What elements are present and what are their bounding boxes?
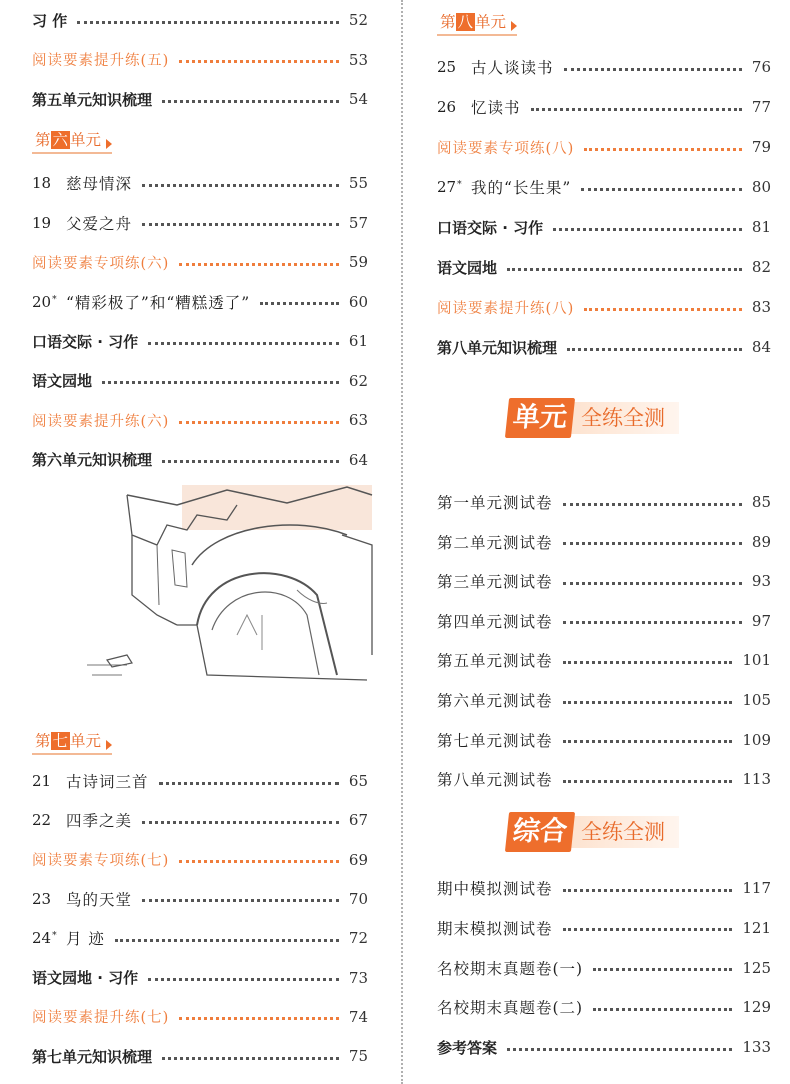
page-number: 64 [348, 450, 368, 469]
page-number: 54 [348, 90, 368, 108]
entry-title: 第七单元知识梳理 [32, 1047, 153, 1066]
toc-entry[interactable] [32, 848, 368, 872]
toc-entry[interactable] [437, 728, 771, 752]
toc-entry[interactable] [437, 876, 771, 900]
toc-entry[interactable] [437, 956, 771, 980]
toc-entry[interactable] [32, 769, 368, 793]
entry-title: 四季之美 [66, 812, 133, 831]
dot-leader [162, 1057, 339, 1060]
toc-entry[interactable] [32, 1044, 368, 1068]
entry-title: 月 迹 [66, 930, 105, 949]
entry-title: 口语交际 · 习作 [32, 332, 139, 351]
banner-highlight: 单元 [505, 398, 575, 438]
entry-title: 阅读要素提升练(八) [437, 300, 575, 317]
page-number: 84 [751, 338, 771, 356]
dot-leader [563, 701, 733, 704]
entry-title: 阅读要素提升练(六) [32, 413, 170, 430]
entry-title: 忆读书 [471, 99, 521, 117]
unit-8-badge [437, 10, 517, 36]
toc-entry[interactable] [32, 887, 368, 911]
entry-title: 古人谈读书 [471, 59, 554, 77]
page-number: 85 [751, 493, 771, 511]
page-number: 57 [348, 213, 368, 232]
entry-title: 阅读要素专项练(八) [437, 140, 575, 157]
page-number: 67 [348, 811, 368, 830]
toc-entry[interactable] [437, 609, 771, 633]
lesson-number: 18 [32, 174, 52, 192]
page-number: 79 [751, 138, 771, 156]
page-number: 69 [348, 850, 368, 869]
entry-title: 鸟的天堂 [66, 890, 133, 909]
page-number: 81 [751, 218, 771, 236]
dot-leader [179, 1017, 339, 1020]
lesson-number: 24* [32, 929, 57, 948]
entry-title: 阅读要素专项练(七) [32, 853, 170, 870]
dot-leader [148, 978, 339, 981]
page-number: 117 [742, 879, 771, 897]
unit-6-badge [32, 128, 112, 154]
lesson-number: 19 [32, 213, 52, 232]
toc-entry[interactable] [437, 995, 771, 1019]
toc-entry[interactable] [437, 767, 771, 791]
dot-leader [507, 268, 742, 271]
toc-entry[interactable] [32, 211, 368, 235]
optional-lesson-mark: * [52, 931, 57, 942]
dot-leader [142, 223, 339, 226]
entry-title: 期末模拟测试卷 [437, 919, 553, 938]
dot-leader [593, 1008, 732, 1011]
dot-leader [159, 782, 339, 785]
entry-title: “精彩极了”和“糟糕透了” [66, 293, 251, 312]
page-number: 89 [751, 532, 771, 551]
unit-badge-text: 第 八 单元 [440, 13, 507, 31]
page-number: 125 [742, 958, 771, 977]
dot-leader [531, 108, 742, 111]
toc-entry[interactable] [32, 48, 368, 72]
dot-leader [564, 68, 742, 71]
unit-badge-text: 第 七 单元 [35, 732, 102, 750]
toc-entry[interactable] [32, 171, 368, 195]
entry-title: 第七单元测试卷 [437, 731, 553, 750]
page-number: 129 [742, 998, 771, 1017]
entry-title: 名校期末真题卷(二) [437, 999, 584, 1018]
page-number: 133 [742, 1038, 771, 1057]
dot-leader [567, 348, 742, 351]
lesson-number: 20* [32, 292, 57, 311]
page-number: 52 [348, 11, 368, 29]
toc-entry[interactable] [32, 87, 368, 111]
toc-entry[interactable] [437, 175, 771, 199]
entry-title: 第六单元测试卷 [437, 692, 553, 710]
toc-entry[interactable] [32, 290, 368, 314]
page-number: 60 [348, 292, 368, 311]
dot-leader [179, 60, 339, 63]
page-number: 121 [742, 918, 771, 937]
toc-entry[interactable] [32, 369, 368, 393]
dot-leader [179, 860, 339, 863]
entry-title: 阅读要素提升练(五) [32, 53, 170, 69]
column-divider [401, 0, 403, 1084]
page-number: 75 [348, 1047, 368, 1066]
page-number: 77 [751, 98, 771, 116]
entry-title: 参考答案 [437, 1038, 498, 1057]
page-number: 65 [348, 772, 368, 790]
dot-leader [553, 228, 742, 231]
dot-leader [507, 1048, 732, 1051]
dot-leader [563, 621, 742, 624]
optional-lesson-mark: * [457, 180, 462, 190]
dot-leader [142, 821, 339, 824]
dot-leader [179, 421, 339, 424]
dot-leader [563, 661, 733, 664]
lesson-number: 25 [437, 58, 457, 76]
dot-leader [563, 889, 733, 892]
toc-entry[interactable] [32, 808, 368, 832]
toc-entry[interactable] [437, 1035, 771, 1059]
flag-icon [511, 21, 517, 31]
unit-tests-banner [507, 398, 679, 438]
banner-highlight: 综合 [505, 812, 575, 852]
lesson-number: 27* [437, 178, 462, 196]
page-number: 63 [348, 411, 368, 429]
dot-leader [162, 100, 339, 103]
dot-leader [563, 542, 742, 545]
flag-icon [106, 139, 112, 149]
dot-leader [142, 899, 339, 902]
page-number: 55 [348, 174, 368, 192]
toc-entry[interactable] [32, 408, 368, 432]
page-number: 101 [742, 651, 771, 670]
bridge-illustration [87, 475, 377, 695]
page-number: 74 [348, 1007, 368, 1026]
entry-title: 阅读要素专项练(六) [32, 255, 170, 272]
entry-title: 口语交际 · 习作 [437, 218, 544, 237]
toc-entry[interactable] [437, 215, 771, 239]
dot-leader [179, 263, 339, 266]
toc-entry[interactable] [437, 569, 771, 593]
toc-entry[interactable] [32, 448, 368, 472]
dot-leader [563, 780, 733, 783]
entry-title: 语文园地 · 习作 [32, 969, 139, 987]
dot-leader [581, 188, 742, 191]
dot-leader [563, 503, 742, 506]
entry-title: 慈母情深 [66, 175, 133, 193]
dot-leader [77, 21, 339, 24]
toc-entry[interactable] [437, 55, 771, 79]
entry-title: 第八单元知识梳理 [437, 338, 558, 357]
toc-entry[interactable] [437, 490, 771, 514]
entry-title: 第一单元测试卷 [437, 494, 553, 512]
unit-7-badge [32, 729, 112, 755]
dot-leader [162, 460, 339, 463]
entry-title: 语文园地 [437, 258, 498, 277]
dot-leader [142, 184, 339, 187]
page-number: 73 [348, 968, 368, 987]
dot-leader [563, 928, 733, 931]
toc-entry[interactable] [437, 648, 771, 672]
toc-entry[interactable] [32, 966, 368, 990]
entry-title: 第八单元测试卷 [437, 771, 553, 790]
toc-entry[interactable] [32, 1005, 368, 1029]
toc-entry[interactable] [437, 135, 771, 159]
flag-icon [106, 740, 112, 750]
banner-subtitle: 全练全测 [571, 402, 679, 434]
page-number: 62 [348, 371, 368, 390]
page-number: 76 [751, 58, 771, 76]
toc-entry[interactable] [32, 926, 368, 950]
entry-title: 习 作 [32, 11, 68, 30]
entry-title: 第四单元测试卷 [437, 612, 553, 631]
page-number: 83 [751, 298, 771, 316]
unit-badge-text: 第 六 单元 [35, 131, 102, 149]
lesson-number: 23 [32, 889, 52, 908]
toc-entry[interactable] [32, 329, 368, 353]
page-number: 105 [742, 691, 771, 709]
page-number: 72 [348, 929, 368, 948]
dot-leader [584, 148, 742, 151]
entry-title: 语文园地 [32, 372, 93, 390]
page-number: 70 [348, 889, 368, 908]
page-number: 59 [348, 253, 368, 271]
entry-title: 古诗词三首 [66, 773, 149, 791]
page-number: 80 [751, 178, 771, 196]
toc-entry[interactable] [437, 255, 771, 279]
entry-title: 第五单元测试卷 [437, 652, 553, 671]
toc-entry[interactable] [437, 688, 771, 712]
banner-subtitle: 全练全测 [571, 816, 679, 848]
lesson-number: 26 [437, 98, 457, 116]
comprehensive-banner [507, 812, 679, 852]
toc-entry[interactable] [437, 916, 771, 940]
entry-title: 名校期末真题卷(一) [437, 959, 584, 978]
toc-entry[interactable] [437, 335, 771, 359]
toc-entry[interactable] [32, 250, 368, 274]
lesson-number: 22 [32, 811, 52, 830]
toc-entry[interactable] [437, 95, 771, 119]
dot-leader [563, 582, 742, 585]
page-number: 109 [742, 730, 771, 749]
entry-title: 第五单元知识梳理 [32, 90, 153, 109]
optional-lesson-mark: * [52, 294, 57, 305]
entry-title: 阅读要素提升练(七) [32, 1010, 170, 1027]
entry-title: 父爱之舟 [66, 214, 133, 233]
entry-title: 我的“长生果” [471, 179, 572, 197]
entry-title: 期中模拟测试卷 [437, 880, 553, 898]
dot-leader [102, 381, 339, 384]
page-number: 53 [348, 50, 368, 69]
lesson-number: 21 [32, 772, 52, 790]
dot-leader [148, 342, 339, 345]
entry-title: 第二单元测试卷 [437, 533, 553, 552]
page-number: 93 [751, 572, 771, 591]
page-number: 113 [742, 770, 771, 789]
toc-entry[interactable] [437, 295, 771, 319]
toc-entry[interactable] [437, 530, 771, 554]
dot-leader [563, 740, 733, 743]
toc-entry[interactable] [32, 8, 368, 32]
page-number: 97 [751, 611, 771, 630]
page-number: 82 [751, 258, 771, 276]
dot-leader [260, 302, 339, 305]
page-number: 61 [348, 332, 368, 350]
entry-title: 第三单元测试卷 [437, 573, 553, 592]
dot-leader [584, 308, 742, 311]
entry-title: 第六单元知识梳理 [32, 451, 153, 469]
dot-leader [115, 939, 339, 942]
dot-leader [593, 968, 732, 971]
